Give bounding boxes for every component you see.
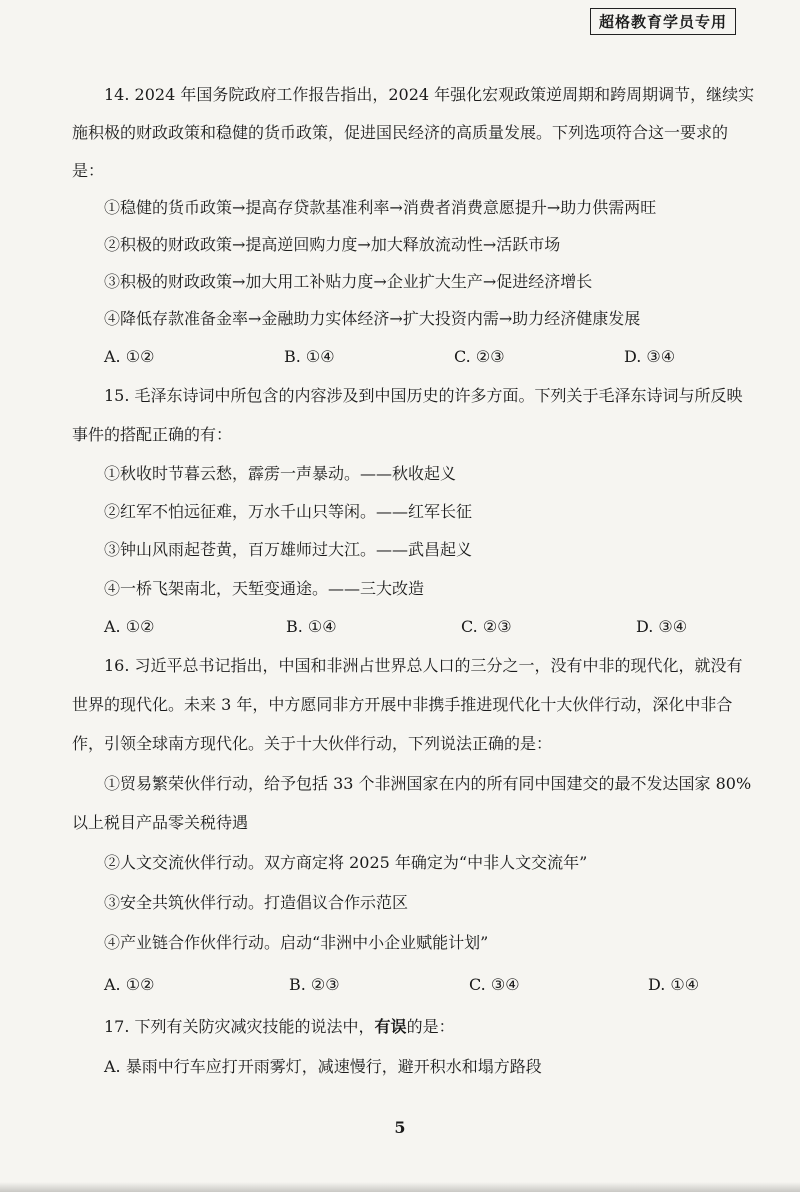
q15-options xyxy=(0,617,800,639)
q16-stem-line-3: 作，引领全球南方现代化。关于十大伙伴行动，下列说法正确的是： xyxy=(72,734,553,753)
q14-option-d: D. ③④ xyxy=(624,347,676,366)
q16-item-3: ③安全共筑伙伴行动。打造倡议合作示范区 xyxy=(104,893,409,912)
q14-option-c: C. ②③ xyxy=(454,347,505,366)
q16-options xyxy=(0,975,800,997)
q14-option-a: A. ①② xyxy=(104,347,155,366)
q15-option-d: D. ③④ xyxy=(636,617,688,636)
q15-option-a: A. ①② xyxy=(104,617,155,636)
q16-item-1: ①贸易繁荣伙伴行动，给予包括 33 个非洲国家在内的所有同中国建交的最不发达国家 80% xyxy=(104,774,752,793)
q17-stem-suffix: 的是： xyxy=(406,1017,455,1036)
q14-stem-line-3: 是： xyxy=(72,161,105,180)
q17-stem-emphasis: 有误 xyxy=(374,1017,407,1036)
q15-stem-line-2: 事件的搭配正确的有： xyxy=(72,425,233,444)
q16-item-1-cont: 以上税目产品零关税待遇 xyxy=(72,813,249,832)
q15-stem-line-1: 15. 毛泽东诗词中所包含的内容涉及到中国历史的许多方面。下列关于毛泽东诗词与所反映 xyxy=(104,386,743,405)
q16-stem-line-2: 世界的现代化。未来 3 年，中方愿同非方开展中非携手推进现代化十大伙伴行动，深化中非合 xyxy=(72,695,733,714)
scan-edge-shadow xyxy=(0,1182,800,1192)
q16-option-c: C. ③④ xyxy=(469,975,520,994)
q16-option-b: B. ②③ xyxy=(289,975,340,994)
q16-option-a: A. ①② xyxy=(104,975,155,994)
q14-option-b: B. ①④ xyxy=(284,347,335,366)
q15-option-b: B. ①④ xyxy=(286,617,337,636)
q17-option-a: A. 暴雨中行车应打开雨雾灯，减速慢行，避开积水和塌方路段 xyxy=(104,1057,542,1076)
q16-item-2: ②人文交流伙伴行动。双方商定将 2025 年确定为“中非人文交流年” xyxy=(104,853,588,872)
q15-item-1: ①秋收时节暮云愁，霹雳一声暴动。——秋收起义 xyxy=(104,464,457,483)
q17-stem xyxy=(104,1016,455,1038)
q15-item-3: ③钟山风雨起苍黄，百万雄师过大江。——武昌起义 xyxy=(104,540,473,559)
q15-option-c: C. ②③ xyxy=(461,617,512,636)
q14-item-4: ④降低存款准备金率→金融助力实体经济→扩大投资内需→助力经济健康发展 xyxy=(104,309,641,328)
q16-stem-line-1: 16. 习近平总书记指出，中国和非洲占世界总人口的三分之一，没有中非的现代化，就没有 xyxy=(104,656,743,675)
q14-stem-line-1: 14. 2024 年国务院政府工作报告指出，2024 年强化宏观政策逆周期和跨周期调节，继续实 xyxy=(104,85,755,104)
q17-stem-prefix: 17. 下列有关防灾减灾技能的说法中， xyxy=(104,1017,375,1036)
q16-option-d: D. ①④ xyxy=(648,975,700,994)
q14-item-3: ③积极的财政政策→加大用工补贴力度→企业扩大生产→促进经济增长 xyxy=(104,272,593,291)
watermark-stamp: 超格教育学员专用 xyxy=(590,8,736,35)
q14-stem-line-2: 施积极的财政政策和稳健的货币政策，促进国民经济的高质量发展。下列选项符合这一要求的 xyxy=(72,123,729,142)
q15-item-2: ②红军不怕远征难，万水千山只等闲。——红军长征 xyxy=(104,502,473,521)
q16-item-4: ④产业链合作伙伴行动。启动“非洲中小企业赋能计划” xyxy=(104,933,489,952)
q14-item-1: ①稳健的货币政策→提高存贷款基准利率→消费者消费意愿提升→助力供需两旺 xyxy=(104,198,657,217)
page-number: 5 xyxy=(394,1118,406,1137)
q14-item-2: ②积极的财政政策→提高逆回购力度→加大释放流动性→活跃市场 xyxy=(104,235,561,254)
q15-item-4: ④一桥飞架南北，天堑变通途。——三大改造 xyxy=(104,579,425,598)
q14-options xyxy=(0,347,800,369)
